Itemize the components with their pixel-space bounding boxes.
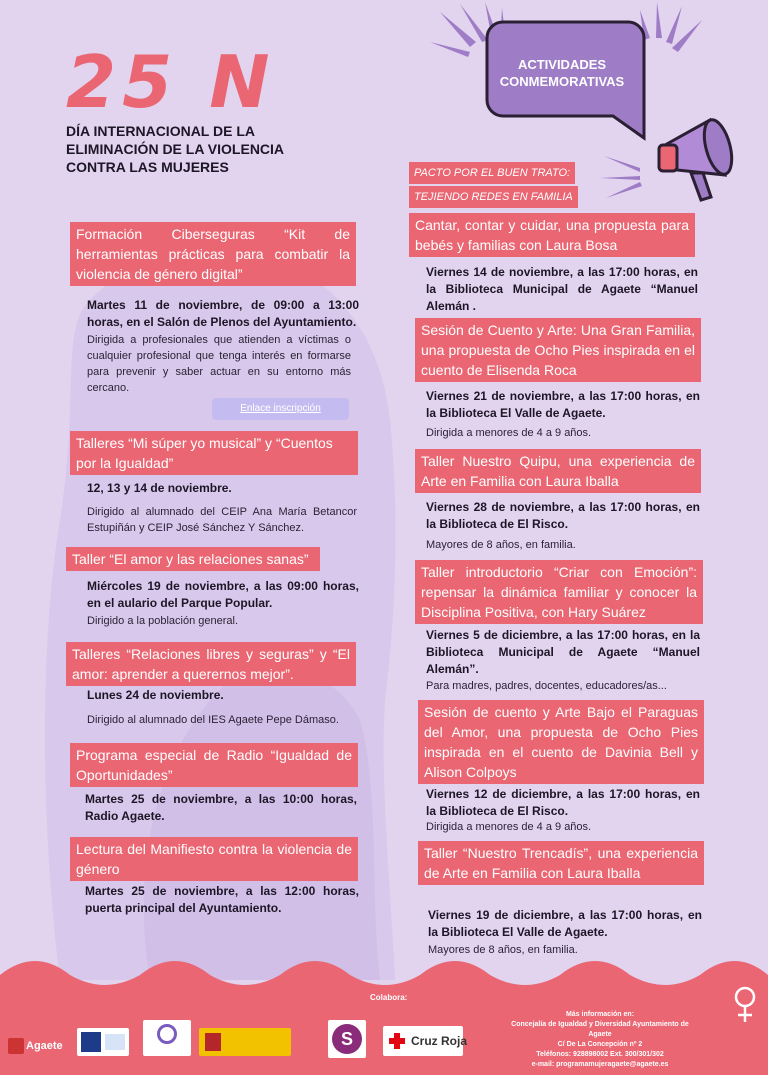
- cruz-roja-label: Cruz Roja: [411, 1034, 468, 1048]
- event-title: Lectura del Manifiesto contra la violencia de género: [70, 837, 358, 881]
- burst-icon: [600, 150, 650, 200]
- event-title: Talleres “Mi súper yo musical” y “Cuentos por la Igualdad”: [70, 431, 358, 475]
- s-logo: S: [328, 1020, 366, 1058]
- event-date: Martes 25 de noviembre, a las 12:00 horas, puerta principal del Ayuntamiento.: [85, 884, 359, 915]
- female-symbol-icon: [730, 985, 760, 1025]
- contact-line: e-mail: programamujeragaete@agaete.es: [531, 1061, 669, 1068]
- event-description: Para madres, padres, docentes, educadores/as...: [426, 680, 667, 692]
- colabora-label: Colabora:: [370, 993, 408, 1002]
- event-date: 12, 13 y 14 de noviembre.: [87, 481, 232, 495]
- bubble-label: ACTIVIDADES CONMEMORATIVAS: [499, 57, 625, 89]
- contact-line: C/ De La Concepción nº 2: [557, 1041, 643, 1048]
- event-description: Dirigida a menores de 4 a 9 años.: [426, 821, 592, 833]
- agaete-logo-text: Agaete: [26, 1040, 63, 1052]
- event-date: Martes 11 de noviembre, de 09:00 a 13:00 horas, en el Salón de Plenos del Ayuntamiento.: [87, 298, 359, 329]
- event-date: Viernes 21 de noviembre, a las 17:00 horas, en la Biblioteca El Valle de Agaete.: [426, 389, 700, 420]
- agaete-shield-logo: [8, 1038, 24, 1054]
- registration-link-button[interactable]: Enlace inscripción: [212, 398, 349, 420]
- event-title: Taller “El amor y las relaciones sanas”: [66, 547, 320, 571]
- event-title: Talleres “Relaciones libres y seguras” y “El amor: aprender a querernos mejor”.: [66, 642, 356, 686]
- pacto-heading: [409, 162, 578, 210]
- event-date: Viernes 28 de noviembre, a las 17:00 horas, en la Biblioteca de El Risco.: [426, 500, 700, 531]
- event-title: Sesión de Cuento y Arte: Una Gran Familia, una propuesta de Ocho Pies inspirada en el cuento de Elisenda Roca: [415, 318, 701, 382]
- event-title: Taller “Nuestro Trencadís”, una experiencia de Arte en Familia con Laura Iballa: [418, 841, 704, 885]
- event-title: Taller introductorio “Criar con Emoción”: repensar la dinámica familiar y conocer la Disciplina Positiva, con Hary Suárez: [415, 560, 703, 624]
- event-date: Viernes 12 de diciembre, a las 17:00 horas, en la Biblioteca de El Risco.: [426, 787, 700, 818]
- page-title: 25 N: [66, 40, 276, 124]
- event-title: Sesión de cuento y Arte Bajo el Paraguas del Amor, una propuesta de Ocho Pies inspirada en el cuento de Davinia Bell y Alison Colpoys: [418, 700, 704, 784]
- event-description: Mayores de 8 años, en familia.: [428, 944, 578, 956]
- event-description: Mayores de 8 años, en familia.: [426, 539, 576, 551]
- event-description: Dirigido al alumnado del CEIP Ana María Betancor Estupiñán y CEIP José Sánchez Y Sánchez.: [87, 506, 357, 534]
- contact-info: [500, 1010, 700, 1070]
- pacto-estado-logo: [143, 1020, 191, 1056]
- event-date: Viernes 5 de diciembre, a las 17:00 horas, en la Biblioteca Municipal de Agaete “Manuel Alemán”.: [426, 628, 700, 676]
- event-title: Taller Nuestro Quipu, una experiencia de Arte en Familia con Laura Iballa: [415, 449, 701, 493]
- event-description: Dirigido a la población general.: [87, 615, 239, 627]
- page-subtitle: DÍA INTERNACIONAL DE LA ELIMINACIÓN DE LA VIOLENCIA CONTRA LAS MUJERES: [66, 123, 284, 175]
- contact-line: Concejalía de Igualdad y Diversidad Ayuntamiento de Agaete: [511, 1021, 689, 1038]
- cabildo-logo: [77, 1028, 129, 1056]
- event-date: Martes 25 de noviembre, a las 10:00 horas, Radio Agaete.: [85, 792, 357, 823]
- event-description: Dirigido al alumnado del IES Agaete Pepe Dámaso.: [87, 714, 339, 726]
- pacto-heading-line: TEJIENDO REDES EN FAMILIA: [409, 186, 578, 208]
- event-date: Viernes 14 de noviembre, a las 17:00 horas, en la Biblioteca Municipal de Agaete “Manuel Alemán .: [426, 265, 698, 313]
- event-title: Programa especial de Radio “Igualdad de Oportunidades”: [70, 743, 358, 787]
- event-title: Cantar, contar y cuidar, una propuesta para bebés y familias con Laura Bosa: [409, 213, 695, 257]
- red-cross-icon: [389, 1033, 405, 1049]
- event-date: Lunes 24 de noviembre.: [87, 688, 224, 702]
- event-description: Dirigida a menores de 4 a 9 años.: [426, 427, 592, 439]
- gobierno-espana-logo: [199, 1028, 291, 1056]
- event-date: Miércoles 19 de noviembre, a las 09:00 horas, en el aulario del Parque Popular.: [87, 579, 359, 610]
- event-title: Formación Ciberseguras “Kit de herramientas prácticas para combatir la violencia de género digital”: [70, 222, 356, 286]
- pacto-heading-line: PACTO POR EL BUEN TRATO:: [409, 162, 575, 184]
- megaphone-icon: [655, 115, 740, 205]
- event-description: Dirigida a profesionales que atienden a víctimas o cualquier profesional que tenga interés en formarse para prevenir y saber actuar en su entorno más cercano.: [87, 334, 351, 394]
- event-date: Viernes 19 de diciembre, a las 17:00 horas, en la Biblioteca El Valle de Agaete.: [428, 908, 702, 939]
- contact-line: Teléfonos: 928898002 Ext. 300/301/302: [536, 1051, 664, 1058]
- contact-line: Más información en:: [565, 1011, 635, 1018]
